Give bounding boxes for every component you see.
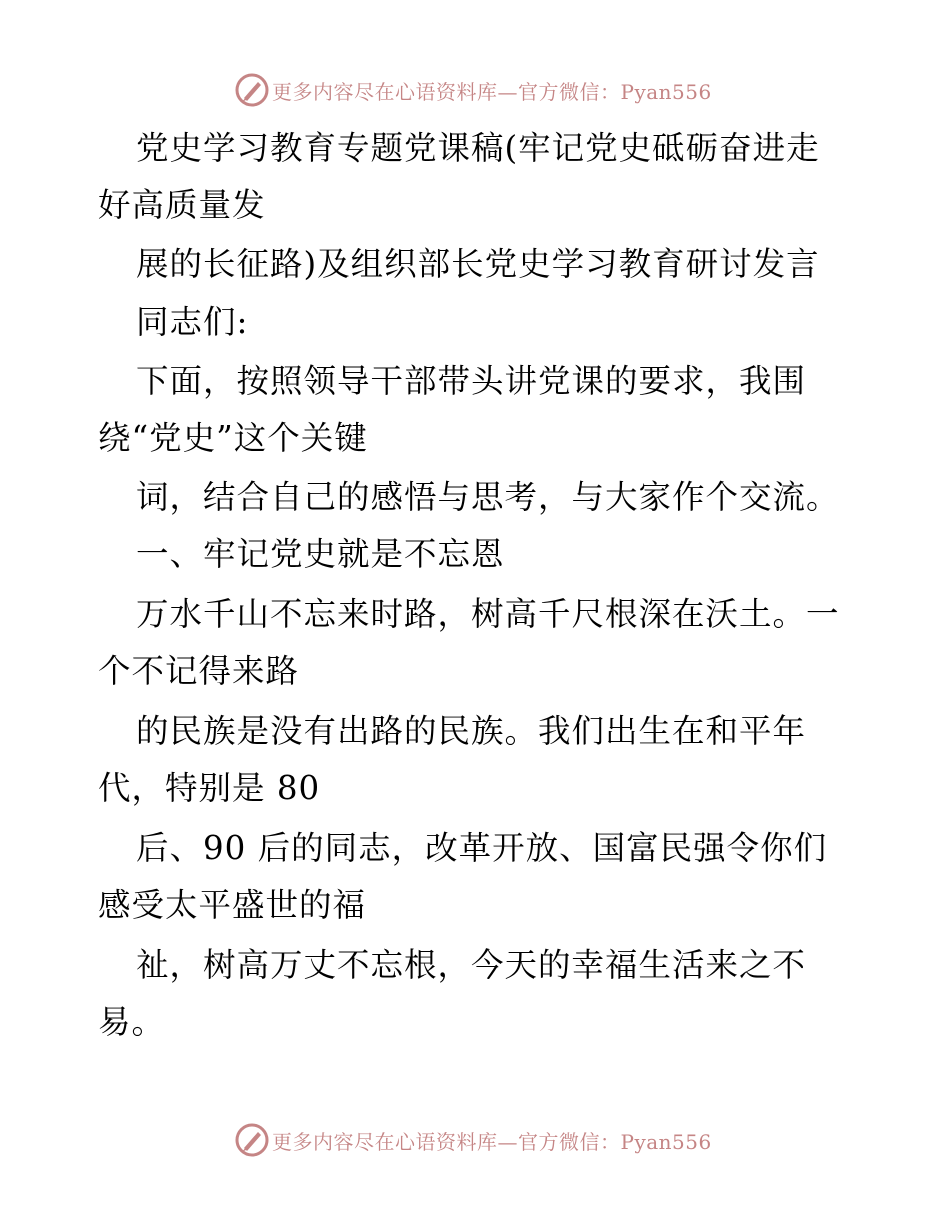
text-line: 展的长征路)及组织部长党史学习教育研讨发言 [136, 245, 820, 283]
text-line: 代，特别是 80 [98, 769, 321, 807]
text-line: 的民族是没有出路的民族。我们出生在和平年 [136, 712, 807, 750]
header-watermark [0, 70, 950, 110]
text-line: 感受太平盛世的福 [98, 886, 367, 924]
text-line: 党史学习教育专题党课稿(牢记党史砥砺奋进走 [136, 129, 820, 167]
pen-quill-logo-icon [234, 72, 270, 108]
watermark-text: 更多内容尽在心语资料库—官方微信：Pyan556 [272, 80, 712, 104]
section-heading: 一、牢记党史就是不忘恩 [136, 535, 505, 573]
pen-quill-logo-icon [234, 1122, 270, 1158]
watermark-text: 更多内容尽在心语资料库—官方微信：Pyan556 [272, 1130, 712, 1154]
text-line: 绕“党史”这个关键 [98, 419, 368, 457]
text-line: 好高质量发 [98, 186, 266, 224]
text-line: 词，结合自己的感悟与思考，与大家作个交流。 [136, 478, 840, 516]
text-line: 万水千山不忘来时路，树高千尺根深在沃土。一 [136, 595, 840, 633]
footer-watermark [0, 1120, 950, 1160]
text-line: 个不记得来路 [98, 652, 300, 690]
text-line: 下面，按照领导干部带头讲党课的要求，我围 [136, 362, 807, 400]
text-line: 祉，树高万丈不忘根，今天的幸福生活来之不 [136, 946, 807, 984]
text-line: 后、90 后的同志，改革开放、国富民强令你们 [136, 829, 828, 867]
text-line: 同志们: [136, 303, 249, 341]
text-line: 易。 [98, 1003, 166, 1041]
